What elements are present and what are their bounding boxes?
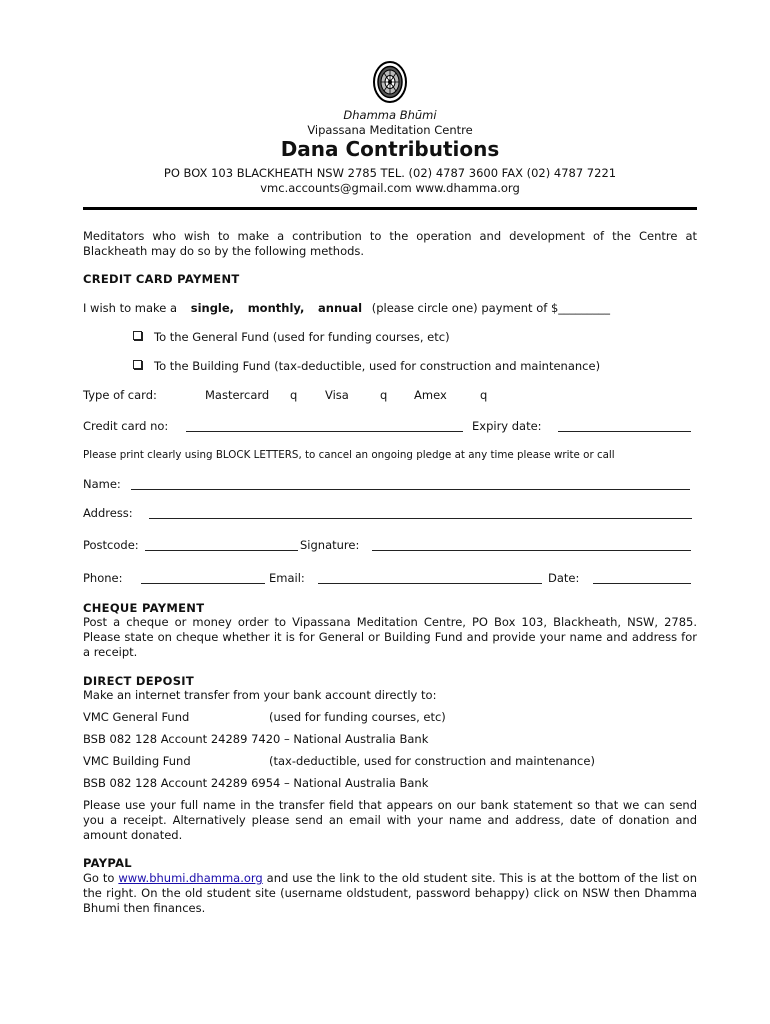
building-fund-account: BSB 082 128 Account 24289 6954 – National Australia Bank bbox=[83, 776, 429, 790]
building-fund-option[interactable] bbox=[133, 359, 600, 373]
card-number-label: Credit card no: bbox=[83, 419, 169, 433]
intro-text: Meditators who wish to make a contribution to the operation and development of the Centre at Blackheath may do so by the following methods. bbox=[83, 229, 697, 258]
org-subtitle: Vipassana Meditation Centre bbox=[307, 123, 473, 137]
expiry-label: Expiry date: bbox=[472, 419, 542, 433]
paypal-site-link[interactable]: www.bhumi.dhamma.org bbox=[118, 871, 263, 885]
option-annual[interactable]: annual bbox=[318, 301, 363, 315]
card-mastercard-label: Mastercard bbox=[205, 388, 270, 402]
direct-deposit-heading: DIRECT DEPOSIT bbox=[83, 674, 195, 688]
postcode-label: Postcode: bbox=[83, 538, 139, 552]
card-number-field[interactable] bbox=[186, 419, 463, 432]
wish-prefix: I wish to make a bbox=[83, 301, 178, 315]
general-fund-name: VMC General Fund bbox=[83, 710, 190, 724]
card-mastercard-box[interactable]: q bbox=[290, 388, 298, 402]
page-title: Dana Contributions bbox=[280, 137, 500, 161]
expiry-field[interactable] bbox=[558, 419, 691, 432]
paypal-text-block bbox=[83, 871, 697, 916]
direct-deposit-note: Please use your full name in the transfer field that appears on our bank statement so that we can send you a receipt. Alternatively please send an email with your name and address, date of donation and amount donated. bbox=[83, 798, 697, 842]
date-label: Date: bbox=[548, 571, 580, 585]
address-field[interactable] bbox=[149, 506, 692, 519]
print-note: Please print clearly using BLOCK LETTERS, to cancel an ongoing pledge at any time please write or call bbox=[83, 449, 615, 461]
address-line: PO BOX 103 BLACKHEATH NSW 2785 TEL. (02) 4787 3600 FAX (02) 4787 7221 bbox=[163, 166, 617, 180]
card-visa-label: Visa bbox=[325, 388, 349, 402]
general-fund-option[interactable] bbox=[133, 330, 450, 344]
phone-label: Phone: bbox=[83, 571, 123, 585]
option-monthly[interactable]: monthly, bbox=[247, 301, 305, 315]
payment-frequency-row bbox=[83, 301, 610, 315]
card-type-label: Type of card: bbox=[83, 388, 157, 402]
building-fund-checkbox[interactable] bbox=[133, 360, 142, 369]
card-amex-label: Amex bbox=[414, 388, 447, 402]
address-label: Address: bbox=[83, 506, 133, 520]
option-single[interactable]: single, bbox=[190, 301, 235, 315]
general-fund-label: To the General Fund (used for funding courses, etc) bbox=[154, 330, 450, 344]
card-amex-box[interactable]: q bbox=[480, 388, 488, 402]
signature-field[interactable] bbox=[372, 538, 691, 551]
cheque-heading: CHEQUE PAYMENT bbox=[83, 601, 205, 615]
postcode-field[interactable] bbox=[145, 538, 298, 551]
paypal-instructions: and use the link to the old student site. This is at the bottom of the list on the right. On the old student site (username oldstudent, password behappy) click on NSW then Dhamma Bhumi then finances. bbox=[83, 871, 698, 915]
header-divider bbox=[83, 207, 697, 210]
phone-field[interactable] bbox=[141, 571, 265, 584]
general-fund-desc: (used for funding courses, etc) bbox=[269, 710, 446, 724]
email-label: Email: bbox=[269, 571, 305, 585]
date-field[interactable] bbox=[593, 571, 691, 584]
org-name: Dhamma Bhūmi bbox=[343, 108, 437, 122]
general-fund-checkbox[interactable] bbox=[133, 331, 142, 340]
building-fund-desc: (tax-deductible, used for construction and maintenance) bbox=[269, 754, 595, 768]
general-fund-account: BSB 082 128 Account 24289 7420 – National Australia Bank bbox=[83, 732, 429, 746]
email-field[interactable] bbox=[318, 571, 542, 584]
contact-line: vmc.accounts@gmail.com www.dhamma.org bbox=[260, 181, 520, 195]
wish-suffix: (please circle one) payment of $_________ bbox=[371, 301, 611, 315]
credit-card-heading: CREDIT CARD PAYMENT bbox=[83, 272, 240, 286]
cheque-text: Post a cheque or money order to Vipassana Meditation Centre, PO Box 103, Blackheath, NSW, 2785. Please state on cheque whether it is for General or Building Fund and provide your name and address for a receipt. bbox=[83, 615, 697, 659]
direct-deposit-intro: Make an internet transfer from your bank account directly to: bbox=[83, 688, 437, 702]
building-fund-label: To the Building Fund (tax-deductible, used for construction and maintenance) bbox=[154, 359, 601, 373]
paypal-heading: PAYPAL bbox=[83, 856, 132, 870]
dhamma-wheel-logo bbox=[372, 60, 408, 104]
card-visa-box[interactable]: q bbox=[380, 388, 388, 402]
name-label: Name: bbox=[83, 477, 121, 491]
building-fund-name: VMC Building Fund bbox=[83, 754, 191, 768]
signature-label: Signature: bbox=[300, 538, 360, 552]
name-field[interactable] bbox=[131, 477, 690, 490]
paypal-prefix: Go to bbox=[83, 871, 115, 885]
